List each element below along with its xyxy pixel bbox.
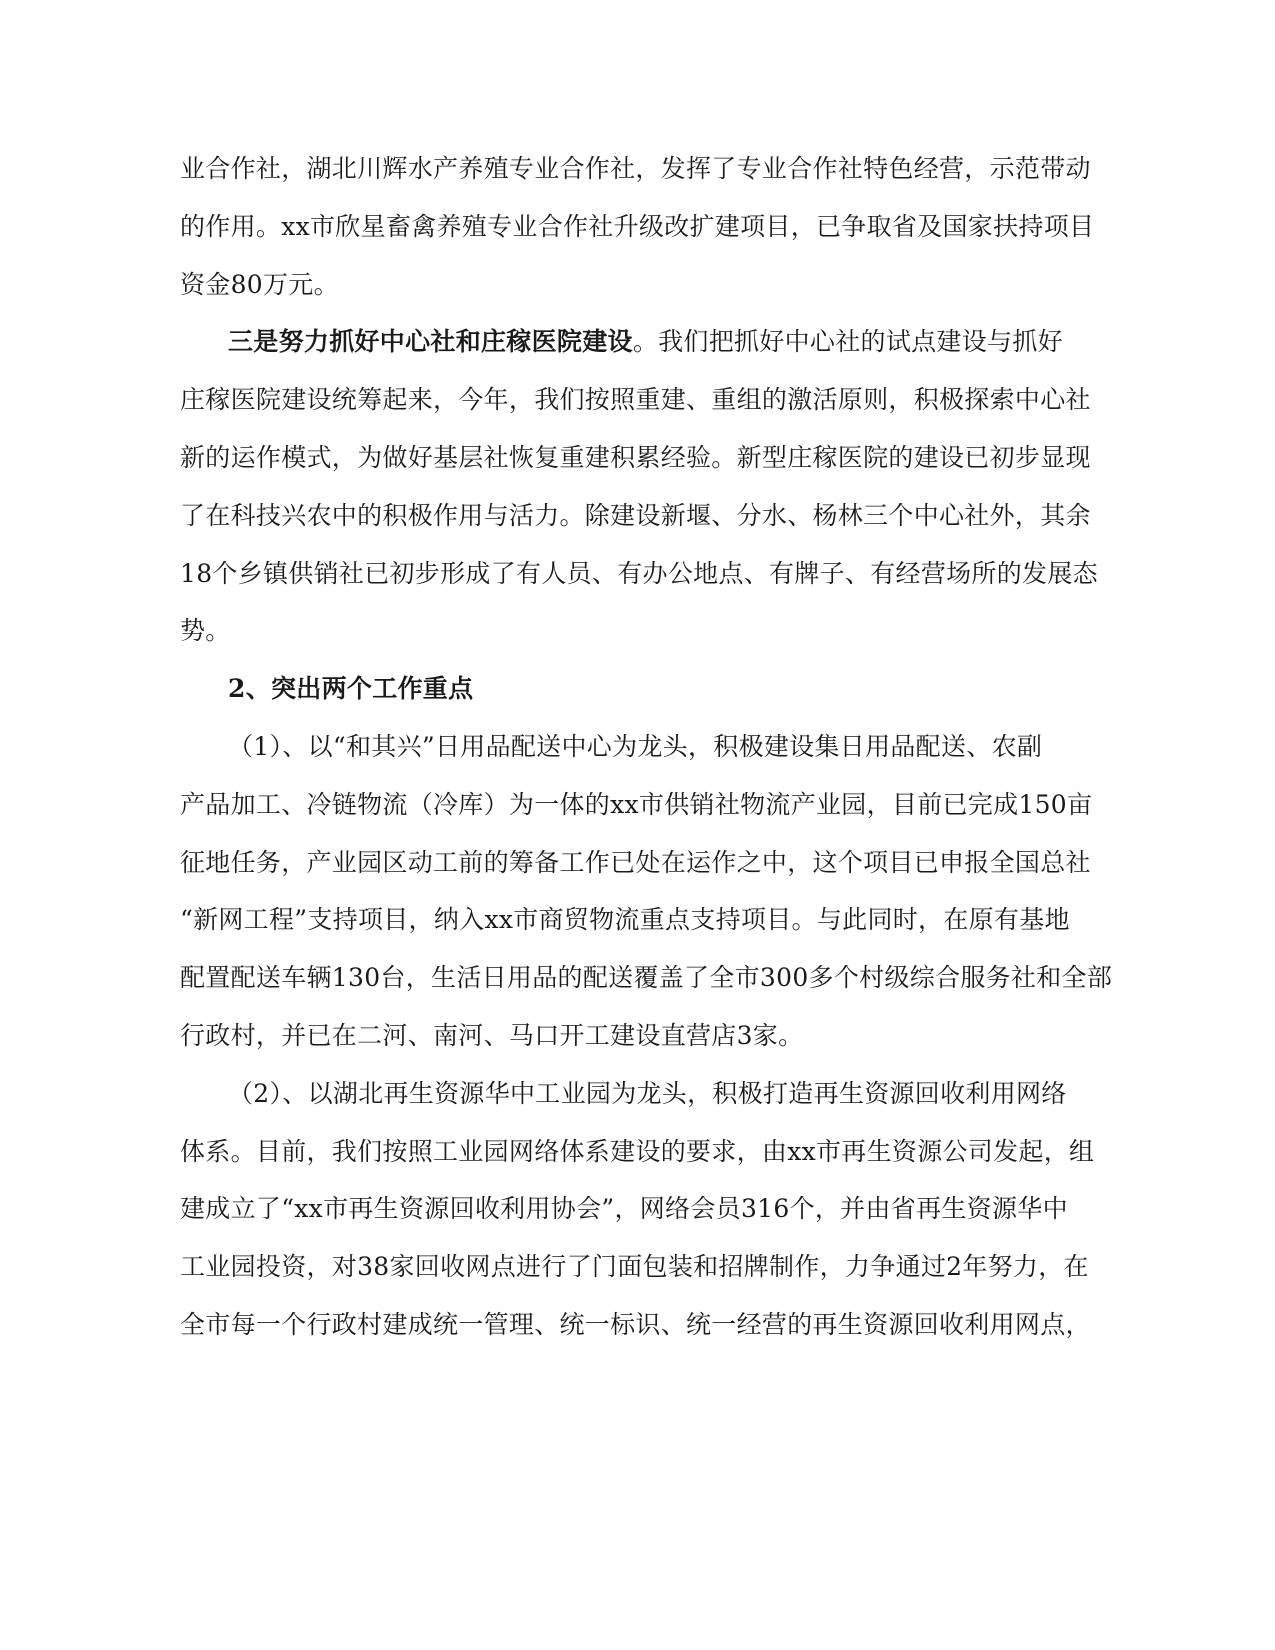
text-line <box>180 1018 1082 1076</box>
text-segment: 产品加工、冷链物流（冷库）为一体的xx市供销社物流产业园，目前已完成150亩 <box>180 789 1093 819</box>
text-line <box>180 382 1091 440</box>
text-line <box>180 960 1113 1018</box>
text-segment: 行政村，并已在二河、南河、马口开工建设直营店3家。 <box>180 1020 804 1050</box>
text-segment: 18个乡镇供销社已初步形成了有人员、有办公地点、有牌子、有经营场所的发展态 <box>180 558 1098 588</box>
text-line <box>180 267 1082 325</box>
bold-text-segment: 三是努力抓好中心社和庄稼医院建设 <box>228 327 633 357</box>
text-segment: （1）、以“和其兴”日用品配送中心为龙头，积极建设集日用品配送、农副 <box>228 731 1043 761</box>
text-segment: “新网工程”支持项目，纳入xx市商贸物流重点支持项目。与此同时，在原有基地 <box>180 905 1070 935</box>
text-line <box>180 151 1091 209</box>
text-segment: 配置配送车辆130台，生活日用品的配送覆盖了全市300多个村级综合服务社和全部 <box>180 963 1113 993</box>
text-segment: 业合作社，湖北川辉水产养殖专业合作社，发挥了专业合作社特色经营，示范带动 <box>180 154 1091 183</box>
text-segment: 的作用。xx市欣星畜禽养殖专业合作社升级改扩建项目，已争取省及国家扶持项目 <box>180 211 1095 241</box>
text-segment: （2）、以湖北再生资源华中工业园为龙头，积极打造再生资源回收利用网络 <box>228 1078 1067 1108</box>
text-segment: 势。 <box>180 616 231 646</box>
text-line <box>180 556 1098 614</box>
text-segment: 全市每一个行政村建成统一管理、统一标识、统一经营的再生资源回收利用网点， <box>180 1309 1091 1339</box>
text-segment: 。我们把抓好中心社的试点建设与抓好 <box>632 327 1063 357</box>
text-line <box>180 729 1082 787</box>
text-line <box>180 209 1095 267</box>
text-line <box>180 1076 1082 1134</box>
text-line <box>180 1249 1089 1307</box>
text-line <box>180 613 1082 671</box>
text-line <box>180 1307 1091 1365</box>
text-line <box>180 324 1082 382</box>
text-segment: 资金80万元。 <box>180 269 339 299</box>
text-segment: 建成立了“xx市再生资源回收利用协会”，网络会员316个，并由省再生资源华中 <box>180 1194 1068 1224</box>
text-line <box>180 902 1082 960</box>
text-segment: 工业园投资，对38家回收网点进行了门面包装和招牌制作，力争通过2年努力，在 <box>180 1252 1089 1282</box>
text-line <box>180 1134 1095 1192</box>
text-segment: 体系。目前，我们按照工业园网络体系建设的要求，由xx市再生资源公司发起，组 <box>180 1136 1095 1166</box>
text-line <box>180 1191 1082 1249</box>
text-line <box>180 845 1091 903</box>
text-line <box>180 498 1091 556</box>
text-segment: 新的运作模式，为做好基层社恢复重建积累经验。新型庄稼医院的建设已初步显现 <box>180 442 1091 472</box>
text-segment: 了在科技兴农中的积极作用与活力。除建设新堰、分水、杨林三个中心社外，其余 <box>180 500 1091 530</box>
text-line <box>180 671 1082 729</box>
text-line <box>180 787 1093 845</box>
text-line <box>180 440 1091 498</box>
document-page <box>180 151 1113 1365</box>
text-segment: 征地任务，产业园区动工前的筹备工作已处在运作之中，这个项目已申报全国总社 <box>180 847 1091 877</box>
bold-text-segment: 2、突出两个工作重点 <box>228 674 474 704</box>
text-segment: 庄稼医院建设统筹起来，今年，我们按照重建、重组的激活原则，积极探索中心社 <box>180 385 1091 415</box>
